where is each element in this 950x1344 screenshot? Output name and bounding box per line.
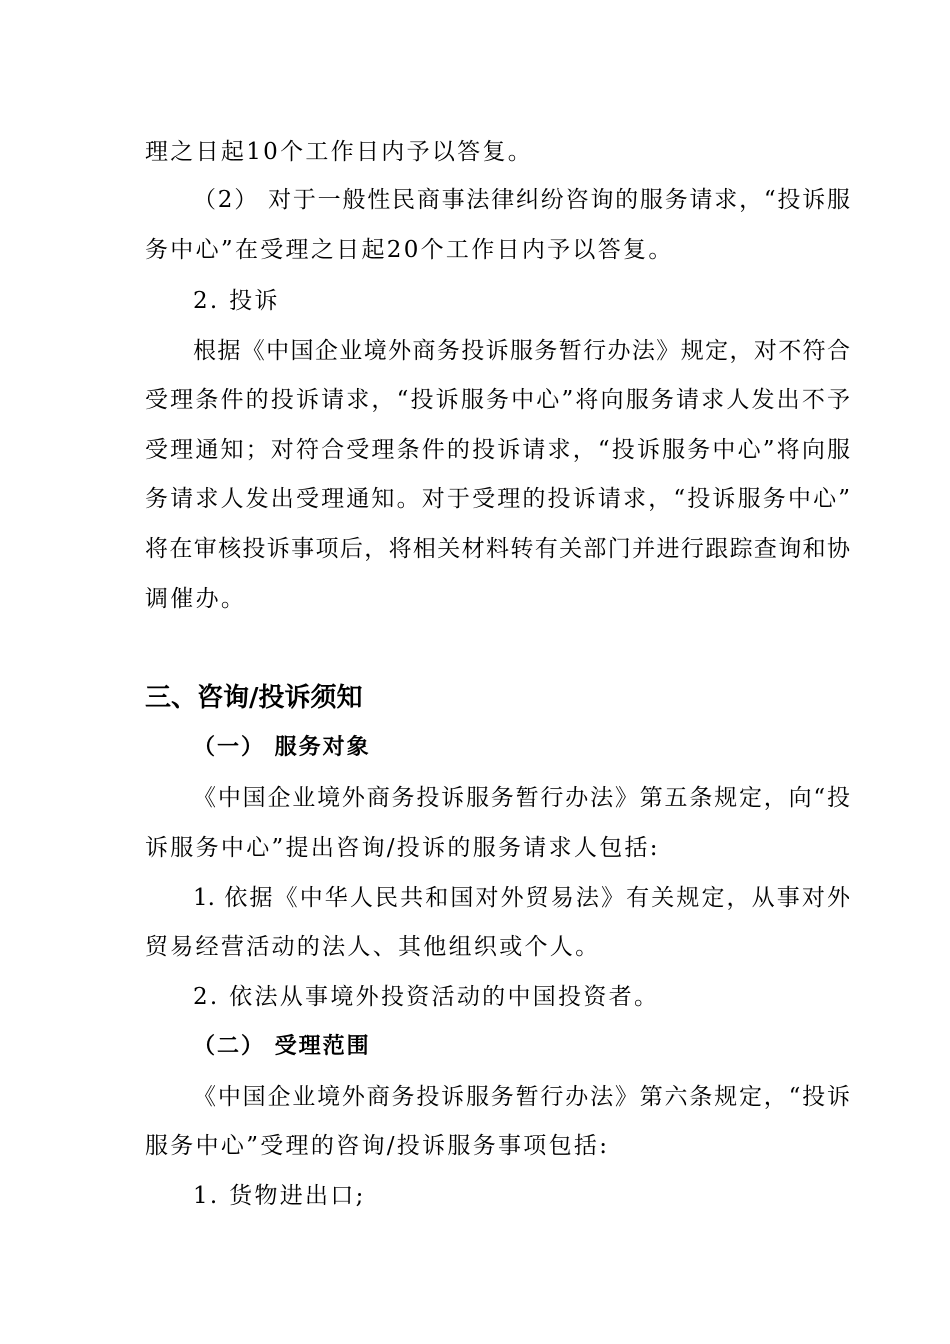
paragraph-line: 1. 货物进出口;: [193, 1183, 366, 1209]
section-heading: 三、咨询/投诉须知: [145, 683, 363, 713]
subsection-heading: （二） 受理范围: [193, 1034, 371, 1059]
paragraph-line: 根据《中国企业境外商务投诉服务暂行办法》规定，对不符合: [193, 338, 850, 364]
paragraph-line: 1. 依据《中华人民共和国对外贸易法》有关规定，从事对外: [193, 885, 850, 911]
subsection-heading: （一） 服务对象: [193, 735, 371, 760]
list-item-heading: 2. 投诉: [193, 288, 280, 314]
paragraph-line: 务请求人发出受理通知。对于受理的投诉请求，“投诉服务中心”: [145, 486, 850, 512]
paragraph-line: 《中国企业境外商务投诉服务暂行办法》第六条规定，“投诉: [193, 1084, 850, 1110]
paragraph-line: 受理条件的投诉请求，“投诉服务中心”将向服务请求人发出不予: [145, 387, 850, 413]
paragraph-line: （2） 对于一般性民商事法律纠纷咨询的服务请求，“投诉服: [193, 187, 850, 213]
paragraph-line: 理之日起10个工作日内予以答复。: [145, 139, 534, 165]
paragraph-line: 将在审核投诉事项后，将相关材料转有关部门并进行跟踪查询和协: [145, 536, 850, 562]
paragraph-line: 诉服务中心”提出咨询/投诉的服务请求人包括:: [145, 835, 660, 861]
paragraph-line: 调催办。: [145, 586, 247, 612]
paragraph-line: 服务中心”受理的咨询/投诉服务事项包括:: [145, 1133, 610, 1159]
paragraph-line: 受理通知；对符合受理条件的投诉请求，“投诉服务中心”将向服: [145, 437, 850, 463]
paragraph-line: 2. 依法从事境外投资活动的中国投资者。: [193, 984, 660, 1010]
paragraph-line: 贸易经营活动的法人、其他组织或个人。: [145, 934, 601, 960]
paragraph-line: 务中心”在受理之日起20个工作日内予以答复。: [145, 237, 674, 263]
paragraph-line: 《中国企业境外商务投诉服务暂行办法》第五条规定，向“投: [193, 785, 850, 811]
